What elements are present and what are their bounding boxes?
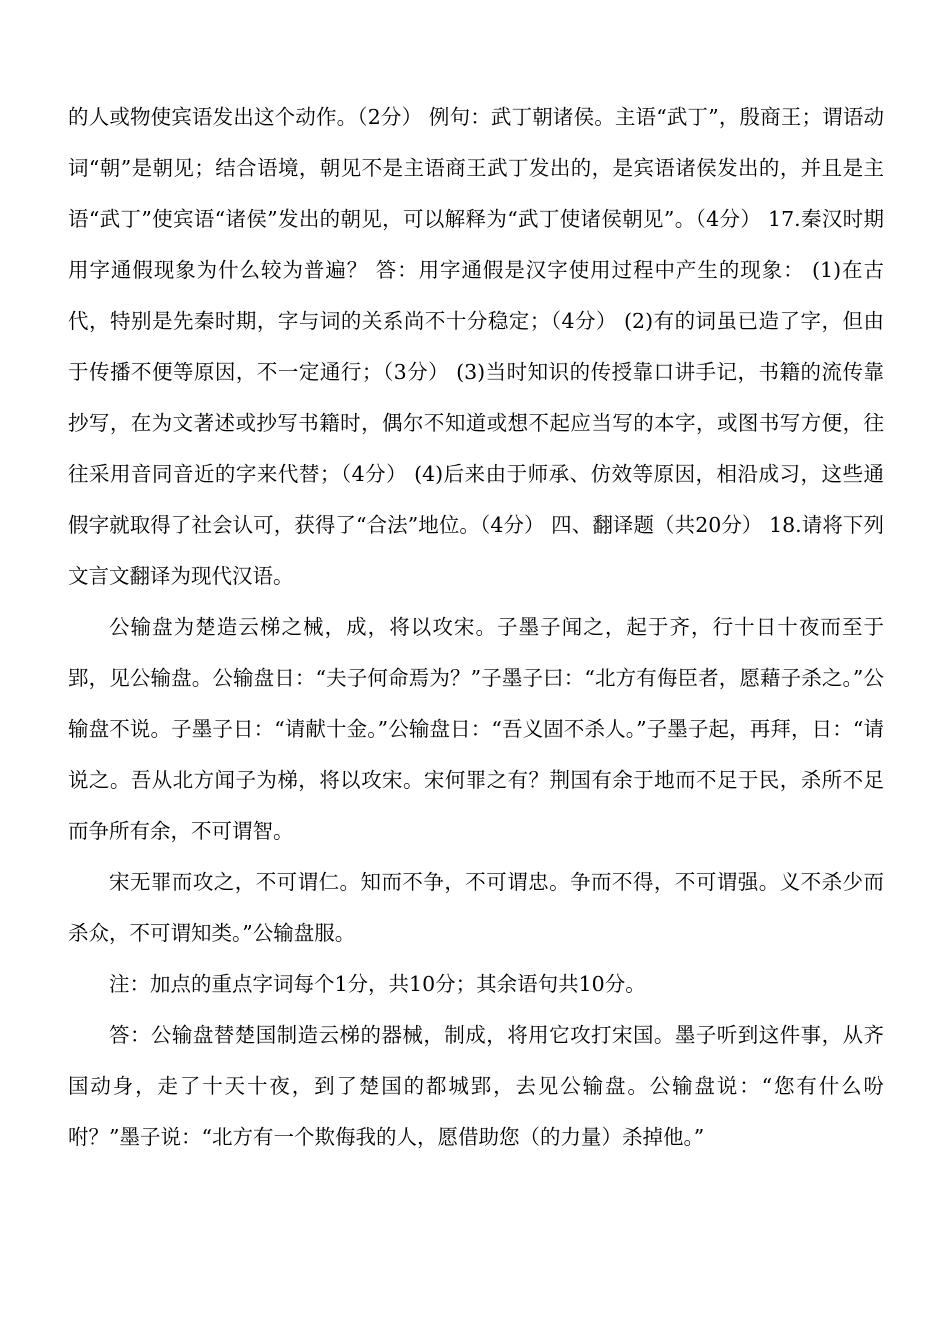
paragraph-grammar-and-tongjia: 的人或物使宾语发出这个动作。（2分） 例句：武丁朝诸侯。主语“武丁”，殷商王；谓语动词“朝”是朝见；结合语境，朝见不是主语商王武丁发出的，是宾语诸侯发出的，并且是主语“武丁”使宾语“诸侯”发出的朝见，可以解释为“武丁使诸侯朝见”。（4分） 17.秦汉时期用字通假现象为什么较为普遍？ 答：用字通假是汉字使用过程中产生的现象： (1)在古代，特别是先秦时期，字与词的关系尚不十分稳定；（4分） (2)有的词虽已造了字，但由于传播不便等原因，不一定通行；（3分） (3)当时知识的传授靠口讲手记，书籍的流传靠抄写，在为文著述或抄写书籍时，偶尔不知道或想不起应当写的本字，或图书写方便，往往采用音同音近的字来代替；（4分） (4)后来由于师承、仿效等原因，相沿成习，这些通假字就取得了社会认可，获得了“合法”地位。（4分） 四、翻译题（共20分） 18.请将下列文言文翻译为现代汉语。 [68,105,884,588]
document-body [68,92,884,1163]
paragraph-classical-text-part1: 公输盘为楚造云梯之械，成，将以攻宋。子墨子闻之，起于齐，行十日十夜而至于郢，见公输盘。公输盘日：“夫子何命焉为？”子墨子曰：“北方有侮臣者，愿藉子杀之。”公输盘不说。子墨子日：“请献十金。”公输盘日：“吾义固不杀人。”子墨子起，再拜，日：“请说之。吾从北方闻子为梯，将以攻宋。宋何罪之有？荆国有余于地而不足于民，杀所不足而争所有余，不可谓智。 [68,615,884,843]
paragraph-classical-text-part2: 宋无罪而攻之，不可谓仁。知而不争，不可谓忠。争而不得，不可谓强。义不杀少而杀众，不可谓知类。”公输盘服。 [68,870,884,945]
paragraph-scoring-note: 注：加点的重点字词每个1分，共10分；其余语句共10分。 [109,972,646,996]
paragraph-translation-answer: 答：公输盘替楚国制造云梯的器械，制成，将用它攻打宋国。墨子听到这件事，从齐国动身，走了十天十夜，到了楚国的都城郢，去见公输盘。公输盘说：“您有什么吩咐？”墨子说：“北方有一个欺侮我的人，愿借助您（的力量）杀掉他。” [68,1023,884,1149]
